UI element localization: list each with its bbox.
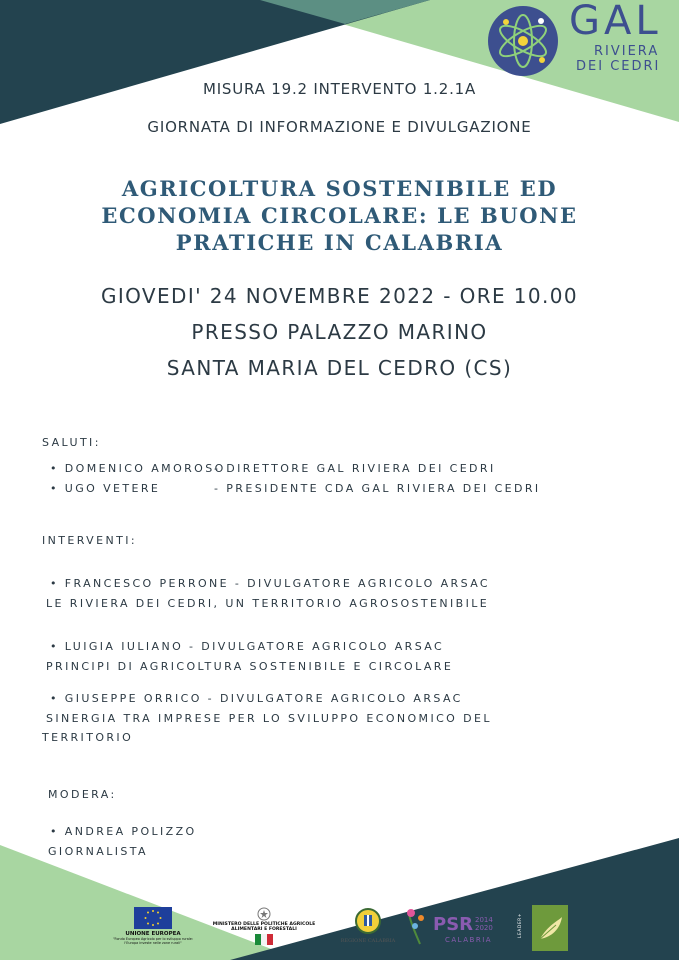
- gal-logo-subtitle-2: DEI CEDRI: [576, 59, 661, 74]
- gal-logo-name: GAL: [569, 0, 662, 44]
- italian-flag-icon: [255, 934, 273, 945]
- gal-logo-subtitle-1: RIVIERA: [594, 44, 660, 59]
- modera-heading: MODERA:: [48, 788, 117, 801]
- italian-emblem-icon: [257, 907, 271, 921]
- region-crest-icon: [355, 907, 381, 935]
- title-line-1: AGRICOLTURA SOSTENIBILE ED: [121, 176, 558, 201]
- intervento-speaker: • FRANCESCO PERRONE - DIVULGATORE AGRICOLO ARSAC: [50, 577, 491, 590]
- eu-title: UNIONE EUROPEA: [125, 931, 181, 937]
- intervento-topic: LE RIVIERA DEI CEDRI, UN TERRITORIO AGROSOSTENIBILE: [46, 597, 490, 610]
- leader-leaf-icon: [532, 905, 568, 951]
- saluti-item-role: - DIRETTORE GAL RIVIERA DEI CEDRI: [214, 462, 496, 475]
- psr-region: CALABRIA: [445, 936, 493, 944]
- intervento-topic: SINERGIA TRA IMPRESE PER LO SVILUPPO ECONOMICO DEL: [46, 712, 492, 725]
- ministry-line-2: ALIMENTARI E FORESTALI: [231, 927, 297, 932]
- psr-leaf-icon: [405, 906, 435, 946]
- region-logo: [336, 907, 400, 953]
- psr-label: PSR: [433, 914, 474, 935]
- eu-flag-icon: [134, 907, 172, 929]
- region-name: REGIONE CALABRIA: [340, 938, 396, 944]
- saluti-heading: SALUTI:: [42, 436, 101, 449]
- saluti-item-name: • DOMENICO AMOROSO: [50, 462, 226, 475]
- title-line-2: ECONOMIA CIRCOLARE: LE BUONE: [101, 203, 578, 228]
- psr-years-bottom: 2020: [475, 924, 493, 932]
- event-date-time: GIOVEDI' 24 NOVEMBRE 2022 - ORE 10.00: [100, 284, 579, 308]
- gal-logo: [486, 0, 676, 76]
- psr-logo: [405, 906, 501, 952]
- leader-logo: [518, 905, 568, 951]
- gal-logo-emblem-icon: [486, 4, 560, 78]
- event-type-label: GIORNATA DI INFORMAZIONE E DIVULGAZIONE: [147, 118, 532, 136]
- event-city: SANTA MARIA DEL CEDRO (CS): [166, 356, 513, 380]
- intervento-topic-cont: TERRITORIO: [42, 731, 134, 744]
- moderator-name: • ANDREA POLIZZO: [50, 825, 197, 838]
- interventi-heading: INTERVENTI:: [42, 534, 137, 547]
- measure-label: MISURA 19.2 INTERVENTO 1.2.1A: [202, 80, 477, 98]
- title-line-3: PRATICHE IN CALABRIA: [175, 230, 504, 255]
- intervento-speaker: • LUIGIA IULIANO - DIVULGATORE AGRICOLO ARSAC: [50, 640, 445, 653]
- psr-years-top: 2014: [475, 916, 493, 924]
- intervento-topic: PRINCIPI DI AGRICOLTURA SOSTENIBILE E CIRCOLARE: [46, 660, 454, 673]
- eu-logo: [112, 907, 194, 953]
- intervento-speaker: • GIUSEPPE ORRICO - DIVULGATORE AGRICOLO ARSAC: [50, 692, 463, 705]
- eu-caption-1: "Fondo Europeo Agricolo per lo sviluppo rurale:: [112, 937, 194, 941]
- saluti-item-role: - PRESIDENTE CDA GAL RIVIERA DEI CEDRI: [214, 482, 541, 495]
- ministry-logo: [204, 907, 324, 953]
- event-venue: PRESSO PALAZZO MARINO: [191, 320, 488, 344]
- saluti-item-name: • UGO VETERE: [50, 482, 161, 495]
- leader-label: LEADER+: [518, 912, 524, 939]
- eu-caption-2: l'Europa investe nelle zone rurali": [124, 941, 182, 945]
- moderator-role: GIORNALISTA: [48, 845, 148, 858]
- ministry-line-1: MINISTERO DELLE POLITICHE AGRICOLE: [212, 922, 316, 927]
